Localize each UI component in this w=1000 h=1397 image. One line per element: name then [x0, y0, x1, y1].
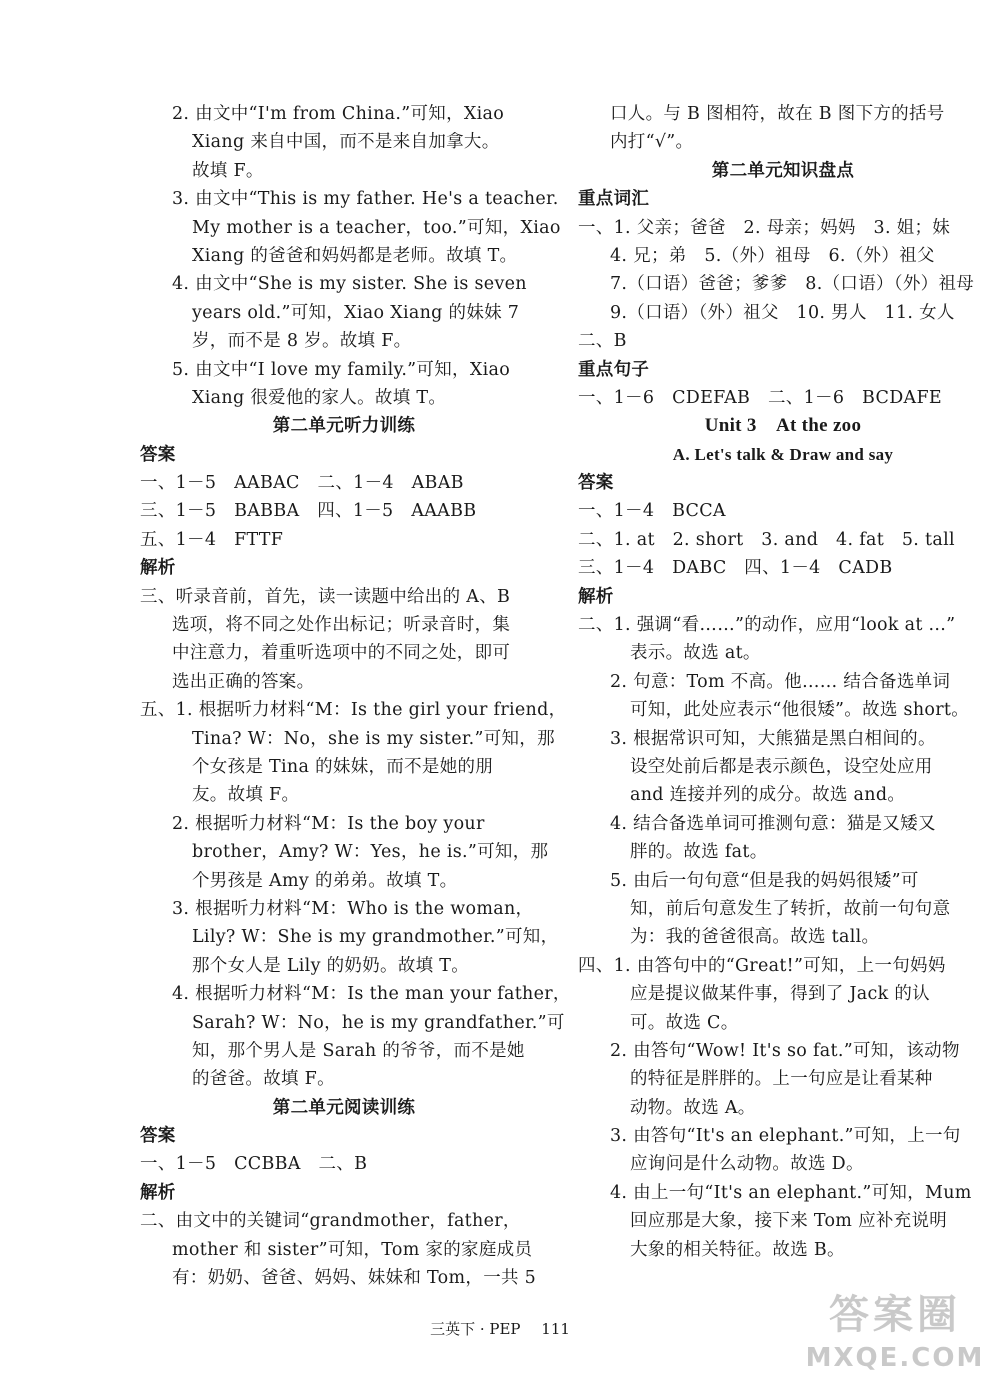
text-line: 口人。与 B 图相符，故在 B 图下方的括号 — [610, 104, 945, 124]
text-line: 大象的相关特征。故选 B。 — [630, 1239, 845, 1260]
text-line: 解析 — [140, 558, 176, 579]
text-line: 可知，此处应表示“他很矮”。故选 short。 — [630, 700, 970, 721]
text-line: Unit 3 At the zoo — [704, 415, 862, 437]
text-line: 一、1－4 BCCA — [578, 501, 726, 522]
text-line: 二、1. at 2. short 3. and 4. fat 5. tall — [578, 529, 955, 550]
text-line: 应是提议做某件事，得到了 Jack 的认 — [630, 984, 930, 1005]
text-line: 2. 句意：Tom 不高。他…… 结合备选单词 — [610, 671, 951, 692]
text-line: 3. 由答句“It's an elephant.”可知，上一句 — [610, 1126, 961, 1147]
text-line: 有：奶奶、爸爸、妈妈、妹妹和 Tom，一共 5 — [172, 1268, 537, 1289]
text-line: A. Let's talk & Draw and say — [672, 444, 894, 464]
text-line: 一、1－5 AABAC 二、1－4 ABAB — [140, 473, 464, 494]
text-line: 的特征是胖胖的。上一句应是让看某种 — [630, 1069, 933, 1090]
text-line: 二、B — [578, 331, 627, 352]
text-line: Xiang 很爱他的家人。故填 T。 — [192, 387, 447, 408]
text-line: 选项，将不同之处作出标记；听录音时，集 — [172, 615, 511, 636]
text-line: 内打“√”。 — [610, 132, 694, 153]
text-line: 个男孩是 Amy 的弟弟。故填 T。 — [192, 870, 458, 891]
text-line: 选出正确的答案。 — [172, 671, 315, 692]
text-line: 解析 — [140, 1182, 176, 1203]
text-line: 4. 根据听力材料“M：Is the man your father， — [172, 984, 571, 1005]
text-line: 回应那是大象，接下来 Tom 应补充说明 — [630, 1211, 948, 1232]
text-line: 4. 结合备选单词可推测句意：猫是又矮又 — [610, 813, 936, 834]
text-line: 一、1－6 CDEFAB 二、1－6 BCDAFE — [578, 387, 943, 408]
text-line: 一、1. 父亲；爸爸 2. 母亲；妈妈 3. 姐；妹 — [578, 217, 951, 238]
text-line: My mother is a teacher，too.”可知，Xiao — [192, 217, 561, 238]
text-line: Xiang 的爸爸和妈妈都是老师。故填 T。 — [192, 245, 518, 266]
text-line: 第二单元听力训练 — [272, 416, 416, 437]
text-line: 解析 — [578, 586, 614, 607]
text-line: 的爸爸。故填 F。 — [192, 1069, 335, 1090]
text-line: 3. 根据常识可知，大熊猫是黑白相间的。 — [610, 728, 936, 749]
text-line: 应询问是什么动物。故选 D。 — [630, 1154, 864, 1175]
text-line: 第二单元知识盘点 — [711, 160, 855, 181]
text-line: 三、1－5 BABBA 四、1－5 AAABB — [140, 501, 477, 522]
text-line: 9.（口语）（外）祖父 10. 男人 11. 女人 — [610, 302, 955, 323]
text-line: 重点句子 — [578, 359, 650, 380]
text-line: 2. 由文中“I'm from China.”可知，Xiao — [172, 104, 505, 124]
watermark — [800, 1289, 990, 1389]
text-line: mother 和 sister”可知，Tom 家的家庭成员 — [172, 1239, 533, 1260]
text-line: 三、听录音前，首先，读一读题中给出的 A、B — [140, 586, 511, 607]
watermark-logo-text: 答案圈 — [829, 1292, 961, 1338]
text-line: 五、1－4 FTTF — [140, 529, 284, 550]
text-line: 4. 由上一句“It's an elephant.”可知，Mum — [610, 1182, 972, 1203]
right-column — [578, 100, 988, 1264]
text-line: 那个女人是 Lily 的奶奶。故填 T。 — [192, 955, 470, 976]
text-line: 3. 根据听力材料“M：Who is the woman， — [172, 898, 534, 919]
text-line: 4. 由文中“She is my sister. She is seven — [172, 274, 527, 295]
text-line: 五、1. 根据听力材料“M：Is the girl your friend， — [140, 700, 567, 721]
text-line: 答案 — [140, 1126, 176, 1147]
text-line: 三、1－4 DABC 四、1－4 CADB — [578, 558, 893, 579]
text-line: 2. 由答句“Wow! It's so fat.”可知，该动物 — [610, 1040, 960, 1061]
text-line: brother，Amy? W：Yes，he is.”可知，那 — [192, 842, 549, 863]
left-column — [140, 100, 571, 1292]
text-line: 答案 — [578, 473, 614, 494]
text-line: 可。故选 C。 — [630, 1012, 739, 1033]
text-line: 2. 根据听力材料“M：Is the boy your — [172, 813, 485, 834]
watermark-url: MXQE.COM — [805, 1343, 985, 1373]
text-line: 中注意力，着重听选项中的不同之处，即可 — [172, 643, 511, 664]
text-line: 友。故填 F。 — [192, 785, 300, 806]
text-line: 设空处前后都是表示颜色，设空处应用 — [630, 756, 933, 777]
text-line: 4. 兄；弟 5.（外）祖母 6.（外）祖父 — [610, 245, 935, 266]
text-line: 知，那个男人是 Sarah 的爷爷，而不是她 — [192, 1040, 525, 1061]
text-line: and 连接并列的成分。故选 and。 — [630, 785, 906, 806]
text-line: 7.（口语）爸爸；爹爹 8.（口语）（外）祖母 — [610, 274, 975, 295]
text-line: 答案 — [140, 444, 176, 465]
text-line: 岁，而不是 8 岁。故填 F。 — [192, 331, 412, 352]
text-line: 5. 由文中“I love my family.”可知，Xiao — [172, 359, 511, 380]
text-line: 动物。故选 A。 — [630, 1097, 756, 1118]
text-line: 故填 F。 — [192, 160, 264, 181]
text-line: 二、1. 强调“看……”的动作，应用“look at ...” — [578, 615, 956, 636]
text-line: Lily? W：She is my grandmother.”可知， — [192, 927, 559, 948]
text-line: 第二单元阅读训练 — [272, 1097, 416, 1118]
text-line: 5. 由后一句句意“但是我的妈妈很矮”可 — [610, 870, 919, 891]
text-line: 知，前后句意发生了转折，故前一句句意 — [630, 898, 951, 919]
text-line: years old.”可知，Xiao Xiang 的妹妹 7 — [192, 302, 520, 323]
text-line: Sarah? W：No，he is my grandfather.”可 — [192, 1012, 565, 1033]
book-label: 三英下 · PEP — [430, 1320, 521, 1338]
text-line: 重点词汇 — [578, 189, 650, 210]
text-line: 胖的。故选 fat。 — [630, 842, 768, 863]
text-line: 一、1－5 CCBBA 二、B — [140, 1154, 368, 1175]
text-line: 3. 由文中“This is my father. He's a teacher. — [172, 189, 559, 210]
text-line: Tina? W：No，she is my sister.”可知，那 — [192, 728, 555, 749]
text-line: 四、1. 由答句中的“Great!”可知，上一句妈妈 — [578, 955, 946, 976]
page-number: 111 — [541, 1320, 570, 1338]
text-line: 表示。故选 at。 — [630, 643, 761, 664]
text-line: 二、由文中的关键词“grandmother，father， — [140, 1211, 521, 1232]
text-line: 个女孩是 Tina 的妹妹，而不是她的朋 — [192, 756, 494, 777]
text-line: Xiang 来自中国，而不是来自加拿大。 — [192, 132, 500, 153]
text-line: 为：我的爸爸很高。故选 tall。 — [630, 927, 880, 948]
